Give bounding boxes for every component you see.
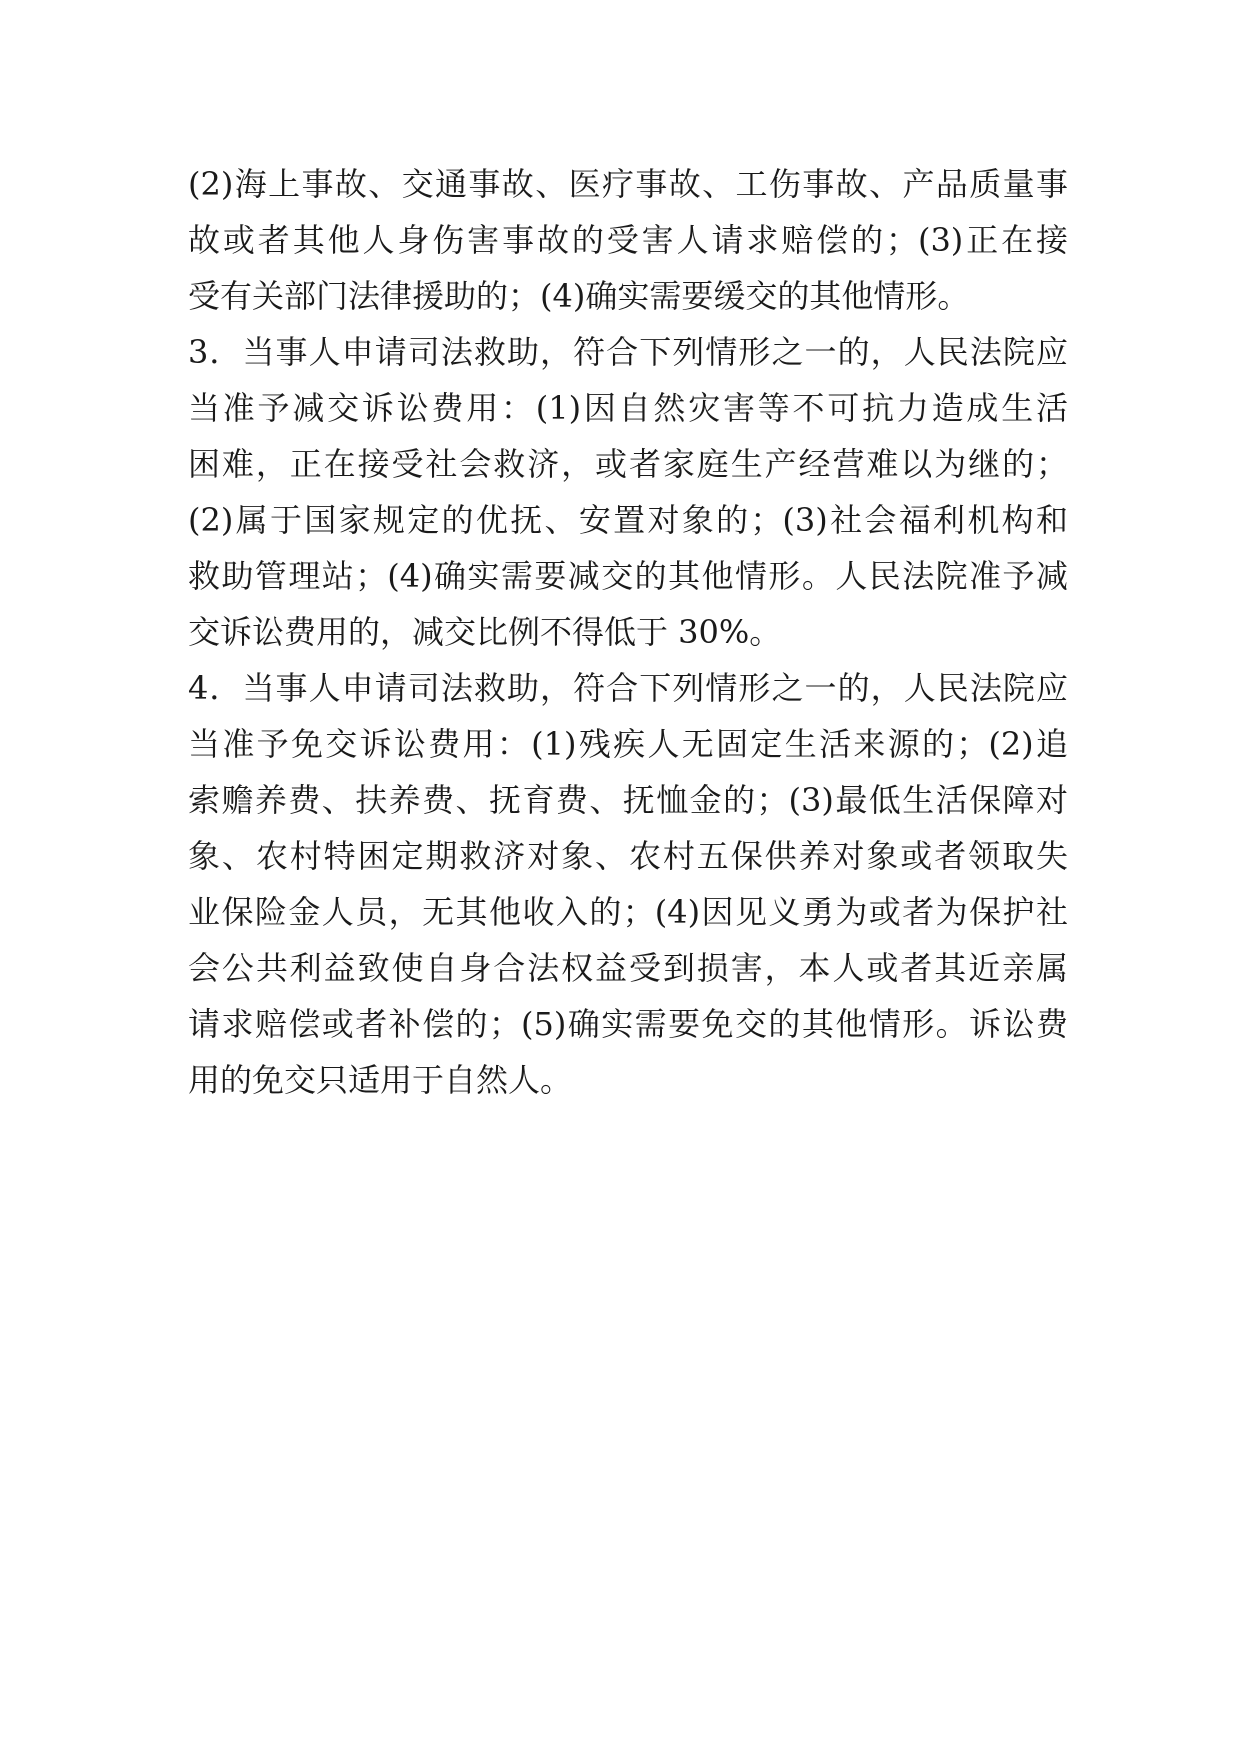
body-text — [188, 156, 1068, 1108]
text-line: 4．当事人申请司法救助，符合下列情形之一的，人民法院应 — [188, 669, 1068, 707]
text-line: (2)海上事故、交通事故、医疗事故、工伤事故、产品质量事 — [188, 165, 1068, 203]
text-line: 当准予免交诉讼费用：(1)残疾人无固定生活来源的；(2)追 — [188, 725, 1068, 763]
text-line: 救助管理站；(4)确实需要减交的其他情形。人民法院准予减 — [188, 557, 1068, 595]
text-line: 请求赔偿或者补偿的；(5)确实需要免交的其他情形。诉讼费 — [188, 1005, 1068, 1043]
text-line: 会公共利益致使自身合法权益受到损害，本人或者其近亲属 — [188, 949, 1068, 987]
text-line: 故或者其他人身伤害事故的受害人请求赔偿的；(3)正在接 — [188, 221, 1068, 259]
text-line: 受有关部门法律援助的；(4)确实需要缓交的其他情形。 — [188, 277, 970, 315]
text-line: 当准予减交诉讼费用：(1)因自然灾害等不可抗力造成生活 — [188, 389, 1068, 427]
text-line: 困难，正在接受社会救济，或者家庭生产经营难以为继的； — [188, 445, 1068, 483]
text-line: 用的免交只适用于自然人。 — [188, 1061, 573, 1099]
text-line: 3．当事人申请司法救助，符合下列情形之一的，人民法院应 — [188, 333, 1068, 371]
text-line: 交诉讼费用的，减交比例不得低于 30%。 — [188, 613, 782, 651]
text-line: 索赡养费、扶养费、抚育费、抚恤金的；(3)最低生活保障对 — [188, 781, 1068, 819]
text-line: 象、农村特困定期救济对象、农村五保供养对象或者领取失 — [188, 837, 1068, 875]
text-line: 业保险金人员，无其他收入的；(4)因见义勇为或者为保护社 — [188, 893, 1068, 931]
text-line: (2)属于国家规定的优抚、安置对象的；(3)社会福利机构和 — [188, 501, 1068, 539]
